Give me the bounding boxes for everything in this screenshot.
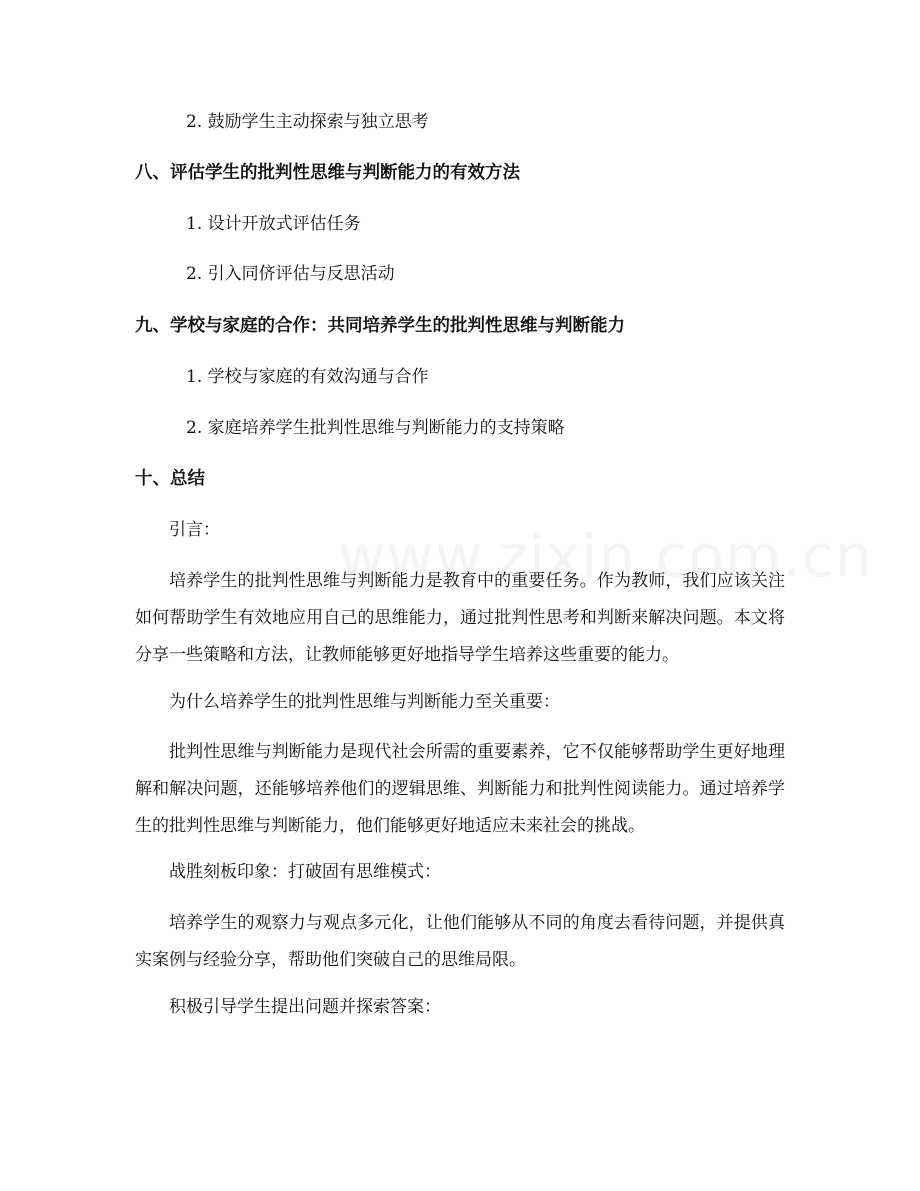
list-item-9-1: 1. 学校与家庭的有效沟通与合作 xyxy=(186,367,429,387)
list-item-9-2: 2. 家庭培养学生批判性思维与判断能力的支持策略 xyxy=(186,418,565,438)
section-heading-10: 十、总结 xyxy=(135,469,205,489)
why-paragraph: 批判性思维与判断能力是现代社会所需的重要素养，它不仅能够帮助学生更好地理解和解决问题，还能够培养他们的逻辑思维、判断能力和批判性阅读能力。通过培养学生的批判性思维与判断能力，他们能够更好地适应未来社会的挑战。 xyxy=(135,742,785,836)
guide-label: 积极引导学生提出问题并探索答案： xyxy=(169,997,441,1017)
section-heading-9: 九、学校与家庭的合作：共同培养学生的批判性思维与判断能力 xyxy=(135,316,625,336)
why-label: 为什么培养学生的批判性思维与判断能力至关重要： xyxy=(169,692,560,712)
list-item-8-2: 2. 引入同侪评估与反思活动 xyxy=(186,264,395,284)
section-heading-8: 八、评估学生的批判性思维与判断能力的有效方法 xyxy=(135,163,520,183)
list-item-8-1: 1. 设计开放式评估任务 xyxy=(186,214,361,234)
list-item-7-2: 2. 鼓励学生主动探索与独立思考 xyxy=(186,112,429,132)
intro-label: 引言： xyxy=(169,520,220,540)
intro-paragraph: 培养学生的批判性思维与判断能力是教育中的重要任务。作为教师，我们应该关注如何帮助学生有效地应用自己的思维能力，通过批判性思考和判断来解决问题。本文将分享一些策略和方法，让教师能够更好地指导学生培养这些重要的能力。 xyxy=(135,571,785,665)
stereotype-paragraph: 培养学生的观察力与观点多元化，让他们能够从不同的角度去看待问题，并提供真实案例与经验分享，帮助他们突破自己的思维局限。 xyxy=(135,913,785,970)
stereotype-label: 战胜刻板印象：打破固有思维模式： xyxy=(169,862,441,882)
